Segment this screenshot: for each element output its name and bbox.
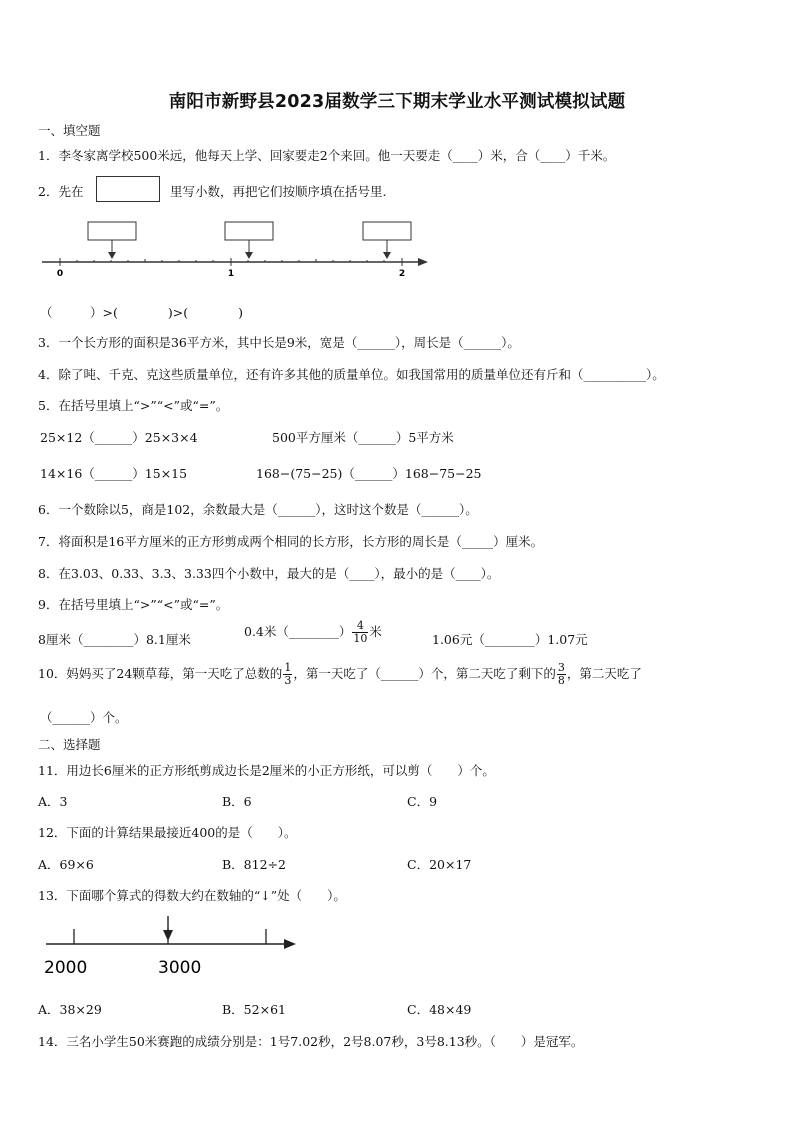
number-line-2000-3000: [36, 912, 306, 982]
question-9-item-b: [244, 620, 382, 645]
fraction-four-tenths: [352, 620, 368, 645]
question-5: 5．在括号里填上“>”“<”或“=”。: [38, 398, 229, 413]
question-10: [38, 662, 642, 687]
question-10-part-3: ，第二天吃了: [566, 666, 642, 681]
option-13-b[interactable]: B．52×61: [222, 1002, 286, 1017]
arrow-down-icon: [383, 252, 391, 259]
question-11: 11．用边长6厘米的正方形纸剪成边长是2厘米的小正方形纸，可以剪（ ）个。: [38, 763, 495, 778]
answer-box-1[interactable]: [88, 222, 136, 240]
question-2-suffix: 里写小数，再把它们按顺序填在括号里.: [170, 184, 387, 199]
answer-box[interactable]: [96, 176, 160, 202]
option-11-c[interactable]: C．9: [407, 794, 438, 809]
fraction-denominator: 10: [353, 632, 368, 645]
question-10-part-2: ，第一天吃了（______）个，第二天吃了剩下的: [293, 666, 556, 681]
fraction-three-eighths: [557, 662, 566, 687]
question-10-line-2: （______）个。: [40, 710, 128, 725]
section-heading-fill-blank: 一、填空题: [38, 123, 101, 138]
axis-arrow-icon: [284, 939, 296, 949]
axis-arrow-icon: [418, 258, 428, 266]
question-10-part-1: 10．妈妈买了24颗草莓，第一天吃了总数的: [38, 666, 283, 681]
page-title: 南阳市新野县2023届数学三下期末学业水平测试模拟试题: [168, 92, 626, 112]
question-9-item-c: 1.06元（________）1.07元: [432, 632, 588, 647]
tick-label-2000: 2000: [44, 958, 88, 978]
answer-box-2[interactable]: [225, 222, 273, 240]
tick-label-2: 2: [398, 269, 406, 279]
number-line-0-to-2: [36, 215, 436, 280]
question-2-prefix: 2．先在: [38, 184, 84, 199]
arrow-down-icon: [108, 252, 116, 259]
tick-label-1: 1: [227, 269, 235, 279]
question-9-item-b-text: 0.4米（________）: [244, 624, 352, 639]
fraction-numerator: 3: [557, 661, 565, 674]
tick-label-3000: 3000: [158, 958, 202, 978]
question-9-item-a: 8厘米（________）8.1厘米: [38, 632, 191, 647]
answer-box-3[interactable]: [363, 222, 411, 240]
question-5-item-c: 14×16（______）15×15: [40, 466, 188, 481]
question-13: 13．下面哪个算式的得数大约在数轴的“↓”处（ ）。: [38, 888, 346, 903]
option-12-b[interactable]: B．812÷2: [222, 857, 286, 872]
question-9: 9．在括号里填上“>”“<”或“=”。: [38, 597, 229, 612]
question-5-item-b: 500平方厘米（______）5平方米: [272, 430, 454, 445]
section-heading-multiple-choice: 二、选择题: [38, 737, 101, 752]
fraction-denominator: 8: [557, 674, 565, 687]
option-13-a[interactable]: A．38×29: [38, 1002, 102, 1017]
fraction-numerator: 1: [284, 661, 292, 674]
option-12-c[interactable]: C．20×17: [407, 857, 472, 872]
question-7: 7．将面积是16平方厘米的正方形剪成两个相同的长方形，长方形的周长是（_____）厘米。: [38, 534, 544, 549]
fraction-one-third: [283, 662, 292, 687]
arrow-down-icon: [245, 252, 253, 259]
question-1: 1．李冬家离学校500米远，他每天上学、回家要走2个来回。他一天要走（____）米，合（____）千米。: [38, 148, 616, 163]
question-14: 14．三名小学生50米赛跑的成绩分别是：1号7.02秒，2号8.07秒，3号8.13秒。（ ）是冠军。: [38, 1034, 584, 1049]
option-12-a[interactable]: A．69×6: [38, 857, 94, 872]
question-6: 6．一个数除以5，商是102，余数最大是（______），这时这个数是（______）。: [38, 502, 478, 517]
question-12: 12．下面的计算结果最接近400的是（ ）。: [38, 825, 297, 840]
question-8: 8．在3.03、0.33、3.3、3.33四个小数中，最大的是（____），最小的是（____）。: [38, 566, 500, 581]
question-5-item-a: 25×12（______）25×3×4: [40, 430, 198, 445]
question-2-answer-line: （ ）>( )>( ): [40, 305, 243, 320]
fraction-numerator: 4: [352, 620, 368, 633]
question-5-item-d: 168−(75−25)（______）168−75−25: [256, 466, 482, 481]
fraction-denominator: 3: [284, 674, 292, 687]
question-3: 3．一个长方形的面积是36平方米，其中长是9米，宽是（______），周长是（______）。: [38, 335, 520, 350]
arrow-down-icon: [163, 930, 173, 941]
option-11-b[interactable]: B．6: [222, 794, 252, 809]
option-13-c[interactable]: C．48×49: [407, 1002, 472, 1017]
unit-meter: 米: [369, 624, 382, 639]
question-4: 4．除了吨、千克、克这些质量单位，还有许多其他的质量单位。如我国常用的质量单位还有斤和（__________）。: [38, 367, 665, 382]
option-11-a[interactable]: A．3: [38, 794, 68, 809]
tick-label-0: 0: [56, 269, 64, 279]
